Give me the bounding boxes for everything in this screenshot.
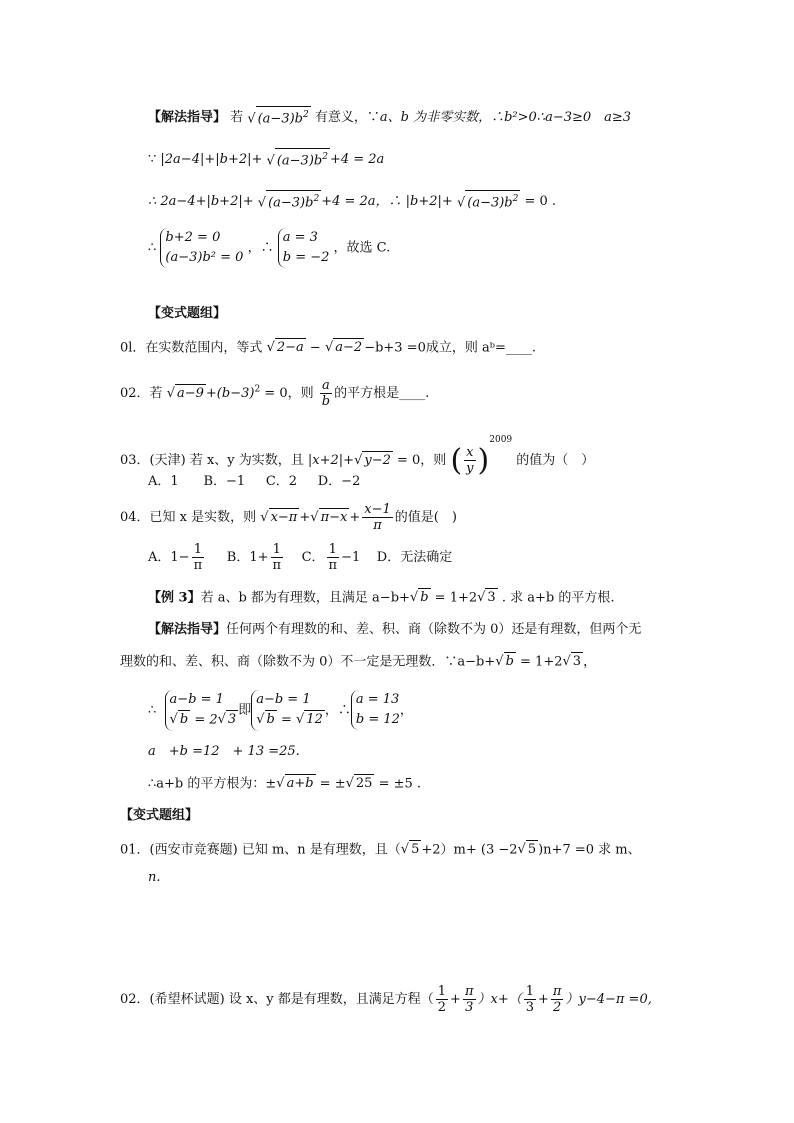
fraction: $\frac{x-1}{\pi}$ <box>364 502 391 533</box>
question-02: 02．若 √ $a-9 +(b-3)^2 = 0$，则 $\frac{a}{b}$ 的平方根是____. <box>120 378 430 409</box>
text: 0l．在实数范围内，等式 <box>120 340 263 356</box>
fraction: $\frac{\pi}{3}$ <box>464 984 474 1015</box>
question-2-01 <box>120 840 641 861</box>
text: −b+3 =0成立，则 aᵇ=____. <box>364 340 536 356</box>
text: ， <box>583 654 597 670</box>
text: +2）m+ (3 −2 <box>421 842 518 858</box>
text: )n+7 =0 求 m、 <box>538 842 641 858</box>
paren: ( <box>450 442 463 478</box>
equation-line-3 <box>148 190 556 213</box>
text: (a−3)b <box>257 111 303 127</box>
text: = 1+2 <box>515 654 563 670</box>
example-3 <box>148 588 614 609</box>
text: ，∴ <box>247 240 274 256</box>
text: 即 <box>238 702 252 718</box>
text: a、b 为非零实数，∴b²>0∴a−3≥0 a≥3 <box>379 110 632 126</box>
system-brace: a−b = 1 √ b = 2√ 3 <box>165 690 239 731</box>
text: 01．(西安市竞赛题) 已知 m、n 是有理数，且（ <box>120 842 401 858</box>
option-c: C． <box>301 550 325 565</box>
text: ∴ <box>148 240 157 256</box>
text: (a−3)b <box>467 195 513 211</box>
example-3-guide-line-1 <box>148 620 641 640</box>
text: ， <box>399 702 413 718</box>
example-heading: 【例 3】 <box>148 590 201 606</box>
sqrt-expression: √ a+b <box>276 776 314 791</box>
text: = 0 . <box>520 194 557 210</box>
fraction: $\frac{1}{3}$ <box>525 984 535 1015</box>
text: = ± <box>315 776 346 792</box>
text: + <box>299 510 311 525</box>
option-b: B．−1 <box>203 474 246 489</box>
text: +4 = 2a，∴ |b+2|+ <box>321 194 453 210</box>
variant-group-title-1: 【变式题组】 <box>148 306 227 321</box>
text: ∵ <box>148 152 161 168</box>
fraction: $\frac{\pi}{2}$ <box>552 984 562 1015</box>
sqrt-expression: √ 3 <box>477 590 496 605</box>
fraction: $\frac{1}{2}$ <box>437 984 447 1015</box>
sqrt-expression: √ x−π <box>260 509 298 525</box>
text: +4 = 2a <box>329 152 385 168</box>
paren: ) <box>477 442 490 478</box>
text: = 0，则 <box>392 453 447 468</box>
text: = 1+2 <box>430 590 478 606</box>
text: 的值是( ) <box>394 510 457 525</box>
sqrt-expression: √ 2−a <box>266 340 304 355</box>
option-d: D．无法确定 <box>376 550 453 565</box>
text: |x+2|+ <box>307 453 355 468</box>
question-2-02 <box>120 984 652 1015</box>
sqrt-expression: √ 5 <box>400 842 420 857</box>
text: 的平方根是____. <box>334 386 430 401</box>
sqrt-expression: √ $(a-3)b^2$ <box>457 190 520 213</box>
text: b+2 = 0 <box>165 230 221 245</box>
equation-line-2 <box>148 148 384 171</box>
sqrt-expression: √ b <box>409 590 429 605</box>
option-a: A．1− <box>148 550 190 565</box>
example-3-sum: a +b =12 + 13 =25. <box>148 744 300 759</box>
text: ）x+（ <box>477 992 522 1007</box>
text: 若 <box>230 110 244 126</box>
question-04-options <box>148 542 452 573</box>
text: ∴ <box>148 702 157 718</box>
sqrt-expression: √ y−2 <box>354 452 391 468</box>
text: = ±5 . <box>374 776 422 792</box>
sqrt-expression: √ π−x <box>310 509 348 525</box>
option-c: C．2 <box>265 474 298 489</box>
solution-guide-heading: 【解法指导】 <box>148 110 227 126</box>
option-a: A．1 <box>148 474 179 489</box>
option-d: D．−2 <box>317 474 361 489</box>
text: + <box>349 510 361 525</box>
fraction: $\frac{1}{\pi}$ <box>328 542 338 573</box>
solution-guide-heading: 【解法指导】 <box>148 622 227 637</box>
text: − <box>305 340 325 356</box>
text: 04．已知 x 是实数，则 <box>120 510 257 525</box>
text: (a−3)b <box>268 195 314 211</box>
sqrt-expression: √ 25 <box>345 776 373 791</box>
system-brace: a−b = 1 √ b = √ 12 <box>251 690 325 731</box>
solution-guide-line-1 <box>148 106 631 129</box>
text: −1 <box>341 550 361 565</box>
fraction: $\frac{1}{\pi}$ <box>272 542 282 573</box>
sqrt-expression: √ b <box>495 654 514 669</box>
text: +(b−3) <box>205 386 255 401</box>
question-2-01-cont: n. <box>148 870 161 885</box>
text: = 0，则 <box>260 386 314 401</box>
fraction: $\frac{x}{y}$ <box>466 445 474 476</box>
text: ∴ 2a−4+|b+2|+ <box>148 194 254 210</box>
example-3-system <box>148 690 413 731</box>
sqrt-expression: √ $(a-3)b^2$ <box>258 190 321 213</box>
sqrt-expression: √ 3 <box>562 654 582 669</box>
question-03 <box>120 430 594 476</box>
text: ∴a+b 的平方根为：± <box>148 776 277 792</box>
system-brace: a = 13 b = 12 <box>351 690 400 730</box>
variant-group-title-2: 【变式题组】 <box>120 808 199 823</box>
sqrt-expression: √ a−9 <box>166 385 204 401</box>
text: (a−3)b² = 0 <box>165 250 244 265</box>
exponent: 2009 <box>489 435 513 445</box>
text: 理数的和、差、积、商（除数不为 0）不一定是无理数．∵a−b+ <box>120 654 496 670</box>
sqrt-expression: √ $(a-3)b^2$ <box>247 106 310 129</box>
fraction: $\frac{a}{b}$ <box>321 378 331 409</box>
question-03-options <box>148 472 360 492</box>
text: + <box>538 992 549 1007</box>
question-01 <box>120 338 536 359</box>
text: 任何两个有理数的和、差、积、商（除数不为 0）还是有理数，但两个无 <box>226 622 642 637</box>
text: (a−3)b <box>276 153 323 169</box>
example-3-guide-line-2 <box>120 652 596 673</box>
text: 若 a、b 都为有理数，且满足 a−b+ <box>200 590 410 606</box>
text: a = 3 <box>282 230 318 245</box>
text: ）y−4−π =0, <box>565 992 652 1007</box>
text: ，故选 C. <box>333 240 391 256</box>
example-3-conclusion <box>148 774 421 795</box>
system-brace <box>160 228 243 268</box>
sqrt-expression: √ a−2 <box>324 340 363 355</box>
text: 02．(希望杯试题) 设 x、y 都是有理数，且满足方程（ <box>120 992 434 1007</box>
text: |2a−4|+|b+2|+ <box>160 152 263 168</box>
text: 有意义，∵ <box>314 110 380 126</box>
text: b = −2 <box>282 250 330 265</box>
option-b: B．1+ <box>226 550 269 565</box>
text: 02．若 <box>120 386 163 401</box>
text: 03．(天津) 若 x、y 为实数，且 <box>120 453 304 468</box>
text: 的值为（ ） <box>516 453 595 468</box>
fraction: $\frac{1}{\pi}$ <box>193 542 203 573</box>
system-brace <box>278 228 330 268</box>
text: + <box>450 992 461 1007</box>
text: . 求 a+b 的平方根. <box>497 590 615 606</box>
sqrt-expression: √ $(a-3)b^2$ <box>267 148 330 171</box>
text: ，∴ <box>324 702 351 718</box>
question-04 <box>120 502 457 533</box>
sqrt-expression: √ 5 <box>517 842 537 857</box>
equation-system-line <box>148 228 390 268</box>
